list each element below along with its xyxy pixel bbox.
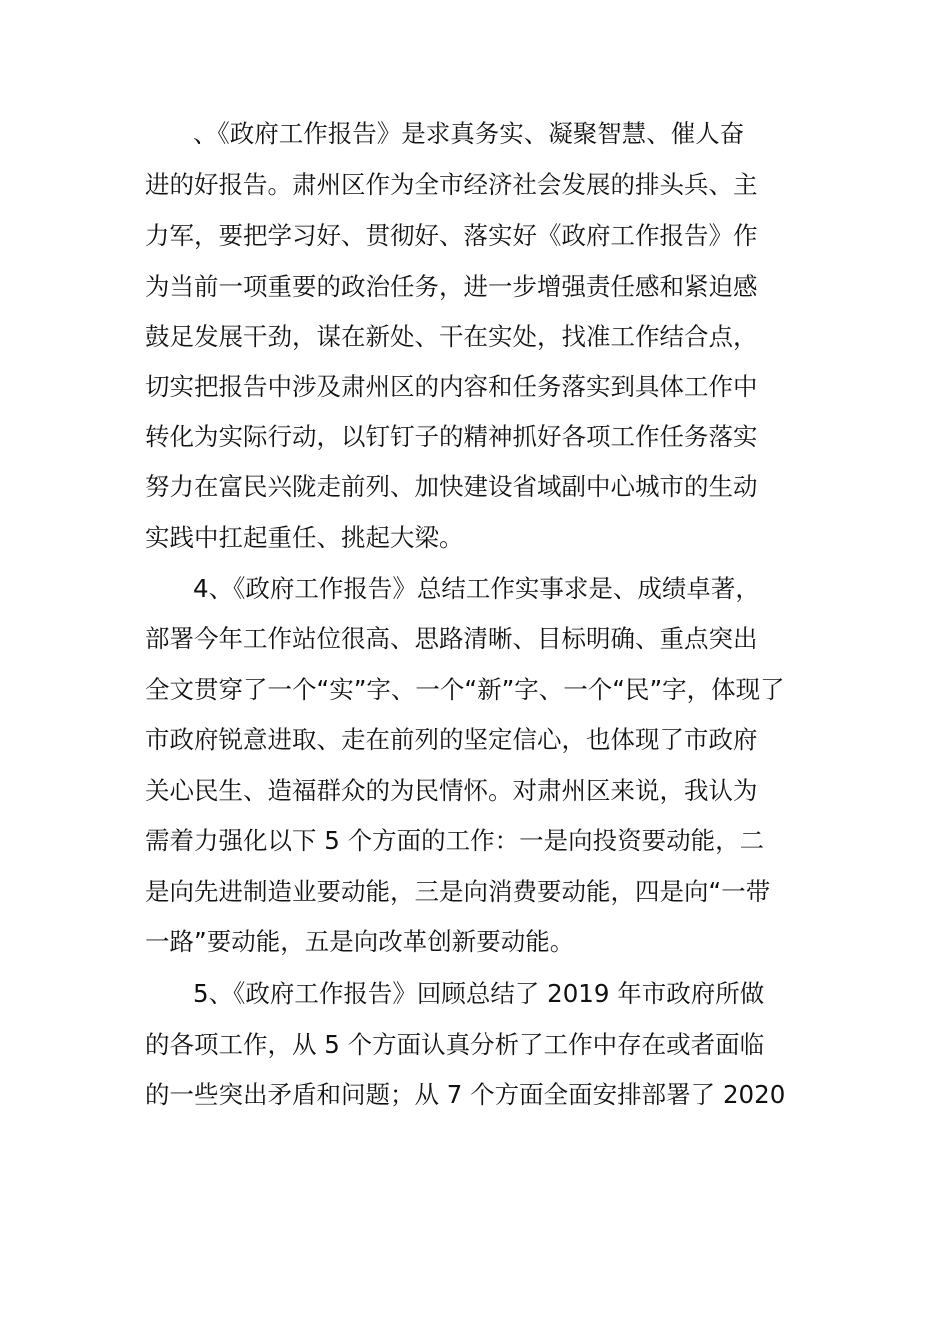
paragraph-3-line-7: 转化为实际行动，以钉钉子的精神抓好各项工作任务落实 bbox=[145, 422, 758, 451]
paragraph-3-line-1: 、《政府工作报告》是求真务实、凝聚智慧、催人奋 bbox=[193, 119, 745, 148]
paragraph-3-line-9: 实践中扛起重任、挑起大梁。 bbox=[145, 523, 464, 552]
paragraph-5-line-2: 的各项工作，从 5 个方面认真分析了工作中存在或者面临 bbox=[145, 1030, 765, 1059]
paragraph-3-line-3: 力军，要把学习好、贯彻好、落实好《政府工作报告》作 bbox=[145, 221, 758, 250]
paragraph-3-line-8: 努力在富民兴陇走前列、加快建设省域副中心城市的生动 bbox=[145, 472, 758, 501]
paragraph-3-line-5: 鼓足发展干劲，谋在新处、干在实处，找准工作结合点， bbox=[145, 322, 758, 351]
paragraph-3-line-2: 进的好报告。肃州区作为全市经济社会发展的排头兵、主 bbox=[145, 170, 758, 199]
paragraph-4-line-7: 是向先进制造业要动能，三是向消费要动能，四是向“一带 bbox=[145, 877, 771, 906]
paragraph-4-line-4: 市政府锐意进取、走在前列的坚定信心，也体现了市政府 bbox=[145, 725, 758, 754]
paragraph-4-line-3: 全文贯穿了一个“实”字、一个“新”字、一个“民”字，体现了 bbox=[145, 675, 785, 704]
paragraph-3-line-4: 为当前一项重要的政治任务，进一步增强责任感和紧迫感 bbox=[145, 272, 758, 301]
paragraph-4-line-5: 关心民生、造福群众的为民情怀。对肃州区来说，我认为 bbox=[145, 776, 758, 805]
paragraph-5-line-3: 的一些突出矛盾和问题；从 7 个方面全面安排部署了 2020 bbox=[145, 1080, 786, 1109]
paragraph-4-line-8: 一路”要动能，五是向改革创新要动能。 bbox=[145, 927, 575, 956]
paragraph-5-line-1: 5、《政府工作报告》回顾总结了 2019 年市政府所做 bbox=[193, 979, 765, 1008]
paragraph-4-line-6: 需着力强化以下 5 个方面的工作：一是向投资要动能，二 bbox=[145, 826, 765, 855]
paragraph-3-line-6: 切实把报告中涉及肃州区的内容和任务落实到具体工作中 bbox=[145, 372, 758, 401]
paragraph-4-line-2: 部署今年工作站位很高、思路清晰、目标明确、重点突出 bbox=[145, 624, 758, 653]
paragraph-4-line-1: 4、《政府工作报告》总结工作实事求是、成绩卓著， bbox=[193, 574, 760, 603]
